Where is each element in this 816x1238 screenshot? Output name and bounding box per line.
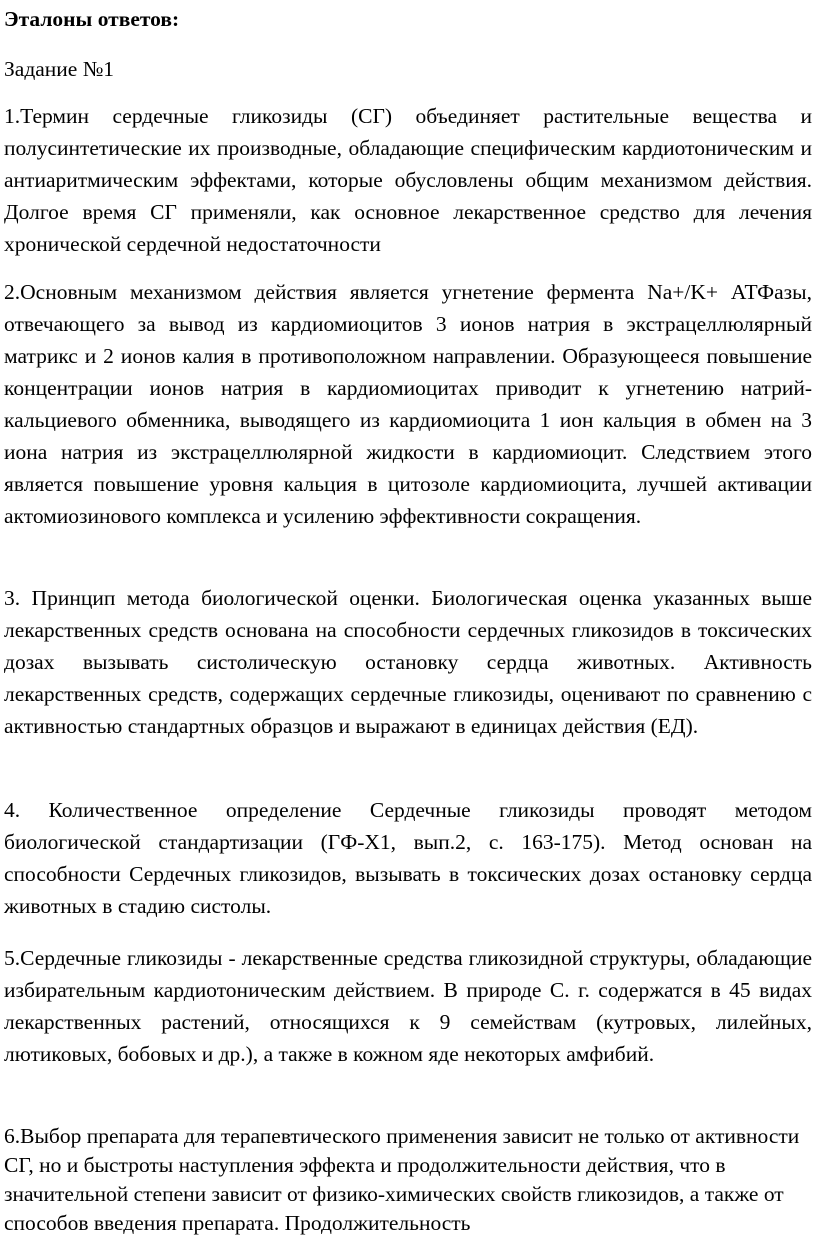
answer-paragraph-1: 1.Термин сердечные гликозиды (СГ) объединяет растительные вещества и полусинтетические их производные, обладающие специфическим кардиотоническим и антиаритмическим эффектами, которые обусловлены общим механизмом действия. Долгое время СГ применяли, как основное лекарственное средство для лечения хронической сердечной недостаточности [4, 104, 812, 256]
answer-paragraph-6: 6.Выбор препарата для терапевтического применения зависит не только от активности СГ, но и быстроты наступления эффекта и продолжительности действия, что в значительной степени зависит от физико-химических свойств гликозидов, а также от способов введения препарата. Продолжительность [4, 1124, 800, 1235]
answer-paragraph-3: 3. Принцип метода биологической оценки. Биологическая оценка указанных выше лекарственных средств основана на способности сердечных гликозидов в токсических дозах вызывать систолическую остановку сердца животных. Активность лекарственных средств, содержащих сердечные гликозиды, оценивают по сравнению с активностью стандартных образцов и выражают в единицах действия (ЕД). [4, 586, 812, 738]
answer-paragraph-5: 5.Сердечные гликозиды - лекарственные средства гликозидной структуры, обладающие избирательным кардиотоническим действием. В природе С. г. содержатся в 45 видах лекарственных растений, относящихся к 9 семействам (кутровых, лилейных, лютиковых, бобовых и др.), а также в кожном яде некоторых амфибий. [4, 946, 812, 1066]
answer-paragraph-2: 2.Основным механизмом действия является угнетение фермента Na+/K+ АТФазы, отвечающего за вывод из кардиомиоцитов 3 ионов натрия в экстрацеллюлярный матрикс и 2 ионов калия в противоположном направлении. Образующееся повышение концентрации ионов натрия в кардиомиоцитах приводит к угнетению натрий-кальциевого обменника, выводящего из кардиомиоцита 1 ион кальция в обмен на 3 иона натрия из экстрацеллюлярной жидкости в кардиомиоцит. Следствием этого является повышение уровня кальция в цитозоле кардиомиоцита, лучшей активации актомиозинового комплекса и усилению эффективности сокращения. [4, 280, 812, 528]
answer-paragraph-4: 4. Количественное определение Сердечные гликозиды проводят методом биологической стандартизации (ГФ-Х1, вып.2, с. 163-175). Метод основан на способности Сердечных гликозидов, вызывать в токсических дозах остановку сердца животных в стадию систолы. [4, 798, 812, 918]
document-title: Эталоны ответов: [4, 7, 180, 31]
task-label: Задание №1 [4, 57, 114, 81]
